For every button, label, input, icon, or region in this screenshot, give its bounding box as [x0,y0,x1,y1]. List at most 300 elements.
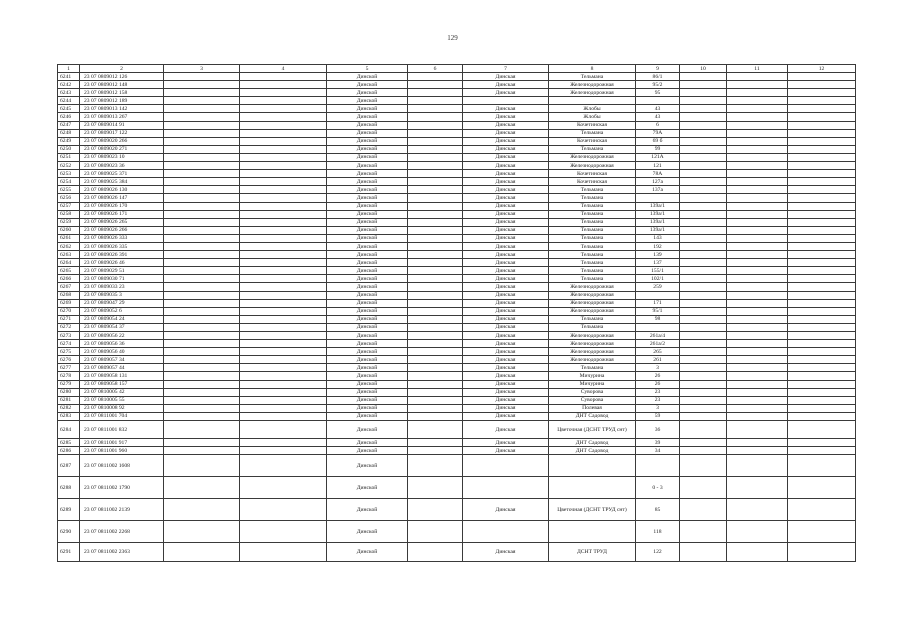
settlement-cell: Динская [463,202,549,210]
empty-cell [788,348,856,356]
street-cell: Тельмана [549,242,636,250]
empty-cell [240,242,327,250]
empty-cell [164,364,240,372]
cadastral-code-cell: 23 07 0809033 23 [80,283,164,291]
settlement-cell: Динская [463,447,549,455]
row-number-cell: 6282 [58,404,80,412]
empty-cell [240,275,327,283]
empty-cell [164,129,240,137]
house-number-cell: 265 [636,348,680,356]
house-number-cell: 155/1 [636,267,680,275]
district-cell: Динской [327,521,408,543]
empty-cell [788,332,856,340]
street-cell: Тельмана [549,315,636,323]
cadastral-code-cell: 23 07 0809035 3 [80,291,164,299]
empty-cell [727,234,788,242]
empty-cell [680,447,727,455]
empty-cell [727,499,788,521]
settlement-cell: Динская [463,499,549,521]
row-number-cell: 6242 [58,81,80,89]
settlement-cell: Динская [463,81,549,89]
empty-cell [408,218,463,226]
row-number-cell: 6260 [58,226,80,234]
empty-cell [408,178,463,186]
district-cell: Динской [327,323,408,331]
empty-cell [408,267,463,275]
street-cell: Тельмана [549,202,636,210]
row-number-cell: 6274 [58,340,80,348]
table-row [58,97,856,105]
empty-cell [408,477,463,499]
empty-cell [727,388,788,396]
empty-cell [727,218,788,226]
house-number-cell: 23 [636,388,680,396]
empty-cell [240,105,327,113]
table-row [58,129,856,137]
table-row [58,340,856,348]
row-number-cell: 6283 [58,412,80,420]
house-number-cell: 139а/1 [636,210,680,218]
empty-cell [408,499,463,521]
street-cell: ДНТ Садовод [549,439,636,447]
street-cell: Железнодорожная [549,332,636,340]
empty-cell [788,307,856,315]
settlement-cell: Динская [463,267,549,275]
settlement-cell: Динская [463,372,549,380]
empty-cell [240,81,327,89]
row-number-cell: 6254 [58,178,80,186]
empty-cell [408,89,463,97]
row-number-cell: 6250 [58,145,80,153]
settlement-cell: Динская [463,73,549,81]
empty-cell [240,439,327,447]
empty-cell [164,396,240,404]
house-number-cell: 86/1 [636,73,680,81]
empty-cell [240,307,327,315]
empty-cell [240,251,327,259]
row-number-cell: 6257 [58,202,80,210]
empty-cell [240,121,327,129]
settlement-cell: Динская [463,89,549,97]
empty-cell [164,267,240,275]
house-number-cell: 26 [636,372,680,380]
empty-cell [788,412,856,420]
settlement-cell: Динская [463,121,549,129]
settlement-cell: Динская [463,323,549,331]
street-cell: Кочетинская [549,121,636,129]
cadastral-code-cell: 23 07 0809013 267 [80,113,164,121]
empty-cell [680,137,727,145]
empty-cell [680,412,727,420]
empty-cell [788,396,856,404]
cadastral-code-cell: 23 07 0809026 46 [80,259,164,267]
empty-cell [680,521,727,543]
empty-cell [788,226,856,234]
empty-cell [680,234,727,242]
district-cell: Динской [327,275,408,283]
row-number-cell: 6261 [58,234,80,242]
district-cell: Динской [327,242,408,250]
settlement-cell: Динская [463,153,549,161]
empty-cell [727,170,788,178]
empty-cell [680,170,727,178]
table-row [58,356,856,364]
table-row [58,234,856,242]
empty-cell [680,372,727,380]
district-cell: Динской [327,388,408,396]
empty-cell [164,439,240,447]
empty-cell [680,242,727,250]
house-number-cell: 69 б [636,137,680,145]
cadastral-code-cell: 23 07 0811001 917 [80,439,164,447]
settlement-cell: Динская [463,170,549,178]
empty-cell [788,81,856,89]
empty-cell [727,477,788,499]
house-number-cell: 26 [636,380,680,388]
empty-cell [680,121,727,129]
header-cell: 2 [80,65,164,73]
street-cell: Жлобы [549,105,636,113]
cadastral-code-cell: 23 07 0809057 44 [80,364,164,372]
empty-cell [788,178,856,186]
empty-cell [164,372,240,380]
house-number-cell: 3 [636,404,680,412]
district-cell: Динской [327,307,408,315]
house-number-cell: 23 [636,396,680,404]
district-cell: Динской [327,315,408,323]
empty-cell [240,364,327,372]
table-row [58,121,856,129]
empty-cell [727,89,788,97]
house-number-cell: 43 [636,113,680,121]
settlement-cell: Динская [463,356,549,364]
cadastral-code-cell: 23 07 0811002 1608 [80,455,164,477]
street-cell: Железнодорожная [549,291,636,299]
empty-cell [788,194,856,202]
empty-cell [240,421,327,439]
row-number-cell: 6281 [58,396,80,404]
district-cell: Динской [327,291,408,299]
empty-cell [680,162,727,170]
empty-cell [240,291,327,299]
empty-cell [788,404,856,412]
empty-cell [788,145,856,153]
house-number-cell: 95/1 [636,307,680,315]
row-number-cell: 6248 [58,129,80,137]
empty-cell [408,404,463,412]
header-cell: 8 [549,65,636,73]
district-cell: Динской [327,145,408,153]
empty-cell [727,372,788,380]
row-number-cell: 6278 [58,372,80,380]
empty-cell [727,226,788,234]
empty-cell [680,145,727,153]
cadastral-code-cell: 23 07 0811001 704 [80,412,164,420]
district-cell: Динской [327,543,408,562]
empty-cell [788,89,856,97]
registry-table-container [57,64,855,562]
empty-cell [164,178,240,186]
empty-cell [727,162,788,170]
district-cell: Динской [327,210,408,218]
empty-cell [680,348,727,356]
empty-cell [240,234,327,242]
street-cell: Железнодорожная [549,89,636,97]
empty-cell [680,89,727,97]
empty-cell [240,340,327,348]
empty-cell [240,218,327,226]
empty-cell [680,202,727,210]
row-number-cell: 6277 [58,364,80,372]
empty-cell [408,439,463,447]
row-number-cell: 6285 [58,439,80,447]
empty-cell [408,340,463,348]
empty-cell [727,73,788,81]
street-cell: Мичурина [549,380,636,388]
empty-cell [680,543,727,562]
empty-cell [164,477,240,499]
house-number-cell [636,194,680,202]
district-cell: Динской [327,299,408,307]
empty-cell [240,323,327,331]
table-row [58,421,856,439]
empty-cell [788,447,856,455]
empty-cell [164,543,240,562]
empty-cell [727,186,788,194]
settlement-cell: Динская [463,194,549,202]
house-number-cell: 102/1 [636,275,680,283]
empty-cell [680,105,727,113]
empty-cell [727,521,788,543]
cadastral-code-cell: 23 07 0811001 960 [80,447,164,455]
cadastral-code-cell: 23 07 0809026 266 [80,226,164,234]
table-row [58,323,856,331]
empty-cell [408,113,463,121]
empty-cell [788,299,856,307]
empty-cell [680,404,727,412]
empty-cell [727,455,788,477]
empty-cell [164,323,240,331]
empty-cell [408,251,463,259]
empty-cell [727,275,788,283]
empty-cell [408,380,463,388]
empty-cell [240,162,327,170]
cadastral-code-cell: 23 07 0809012 126 [80,73,164,81]
cadastral-code-cell: 23 07 0809026 171 [80,210,164,218]
settlement-cell: Динская [463,299,549,307]
district-cell: Динской [327,234,408,242]
cadastral-code-cell: 23 07 0810005 42 [80,388,164,396]
empty-cell [727,81,788,89]
district-cell: Динской [327,499,408,521]
empty-cell [164,404,240,412]
cadastral-code-cell: 23 07 0809056 36 [80,340,164,348]
settlement-cell: Динская [463,137,549,145]
table-row [58,137,856,145]
house-number-cell: 143 [636,234,680,242]
district-cell: Динской [327,178,408,186]
street-cell: Тельмана [549,259,636,267]
row-number-cell: 6291 [58,543,80,562]
row-number-cell: 6269 [58,299,80,307]
empty-cell [240,194,327,202]
empty-cell [680,153,727,161]
empty-cell [727,202,788,210]
empty-cell [408,455,463,477]
settlement-cell: Динская [463,439,549,447]
empty-cell [240,521,327,543]
header-cell: 6 [408,65,463,73]
empty-cell [788,499,856,521]
house-number-cell: 36 [636,421,680,439]
empty-cell [408,242,463,250]
empty-cell [680,477,727,499]
empty-cell [408,129,463,137]
empty-cell [164,153,240,161]
street-cell: Тельмана [549,129,636,137]
cadastral-code-cell: 23 07 0809047 29 [80,299,164,307]
table-row [58,477,856,499]
cadastral-code-cell: 23 07 0809057 34 [80,356,164,364]
row-number-cell: 6244 [58,97,80,105]
empty-cell [680,194,727,202]
empty-cell [788,97,856,105]
district-cell: Динской [327,356,408,364]
empty-cell [727,332,788,340]
settlement-cell: Динская [463,315,549,323]
cadastral-code-cell: 23 07 0809052 6 [80,307,164,315]
cadastral-code-cell: 23 07 0809026 130 [80,186,164,194]
empty-cell [164,170,240,178]
empty-cell [408,105,463,113]
empty-cell [408,307,463,315]
house-number-cell: 137а [636,186,680,194]
row-number-cell: 6268 [58,291,80,299]
district-cell: Динской [327,162,408,170]
empty-cell [727,299,788,307]
empty-cell [240,388,327,396]
empty-cell [727,404,788,412]
empty-cell [164,89,240,97]
table-row [58,81,856,89]
street-cell: Тельмана [549,145,636,153]
cadastral-code-cell: 23 07 0809030 71 [80,275,164,283]
empty-cell [788,455,856,477]
table-row [58,388,856,396]
street-cell: Цветочная (ДСНТ ТРУД снт) [549,499,636,521]
district-cell: Динской [327,439,408,447]
empty-cell [408,364,463,372]
street-cell [549,455,636,477]
empty-cell [240,202,327,210]
empty-cell [240,113,327,121]
empty-cell [680,267,727,275]
empty-cell [240,137,327,145]
empty-cell [240,543,327,562]
empty-cell [164,499,240,521]
cadastral-code-cell: 23 07 0809026 170 [80,202,164,210]
table-row [58,275,856,283]
house-number-cell [636,291,680,299]
street-cell [549,477,636,499]
empty-cell [680,299,727,307]
empty-cell [240,348,327,356]
street-cell: Жлобы [549,113,636,121]
empty-cell [408,170,463,178]
house-number-cell: 192 [636,242,680,250]
empty-cell [680,323,727,331]
settlement-cell: Динская [463,364,549,372]
house-number-cell: 261 [636,356,680,364]
empty-cell [680,499,727,521]
empty-cell [727,291,788,299]
empty-cell [788,73,856,81]
row-number-cell: 6273 [58,332,80,340]
settlement-cell: Динская [463,186,549,194]
house-number-cell: 139а/1 [636,218,680,226]
empty-cell [680,455,727,477]
row-number-cell: 6246 [58,113,80,121]
table-row [58,299,856,307]
empty-cell [788,439,856,447]
cadastral-code-cell: 23 07 0809025 371 [80,170,164,178]
settlement-cell [463,97,549,105]
empty-cell [788,153,856,161]
empty-cell [680,129,727,137]
empty-cell [240,283,327,291]
empty-cell [788,477,856,499]
table-row [58,521,856,543]
empty-cell [408,388,463,396]
empty-cell [727,121,788,129]
empty-cell [788,186,856,194]
empty-cell [727,210,788,218]
empty-cell [240,499,327,521]
settlement-cell: Динская [463,421,549,439]
header-cell: 3 [164,65,240,73]
empty-cell [680,259,727,267]
empty-cell [727,178,788,186]
page-number: 129 [447,34,458,42]
street-cell: Кочетинская [549,137,636,145]
table-row [58,307,856,315]
house-number-cell: 43 [636,105,680,113]
empty-cell [408,121,463,129]
empty-cell [680,226,727,234]
empty-cell [788,275,856,283]
empty-cell [727,447,788,455]
table-row [58,178,856,186]
street-cell [549,97,636,105]
settlement-cell: Динская [463,218,549,226]
house-number-cell: 259 [636,283,680,291]
settlement-cell: Динская [463,105,549,113]
row-number-cell: 6263 [58,251,80,259]
row-number-cell: 6256 [58,194,80,202]
empty-cell [240,129,327,137]
empty-cell [408,97,463,105]
table-row [58,89,856,97]
house-number-cell [636,97,680,105]
house-number-cell: 139а/1 [636,226,680,234]
settlement-cell: Динская [463,178,549,186]
empty-cell [164,81,240,89]
empty-cell [680,178,727,186]
district-cell: Динской [327,412,408,420]
empty-cell [164,73,240,81]
cadastral-code-cell: 23 07 0809056 22 [80,332,164,340]
table-row [58,251,856,259]
